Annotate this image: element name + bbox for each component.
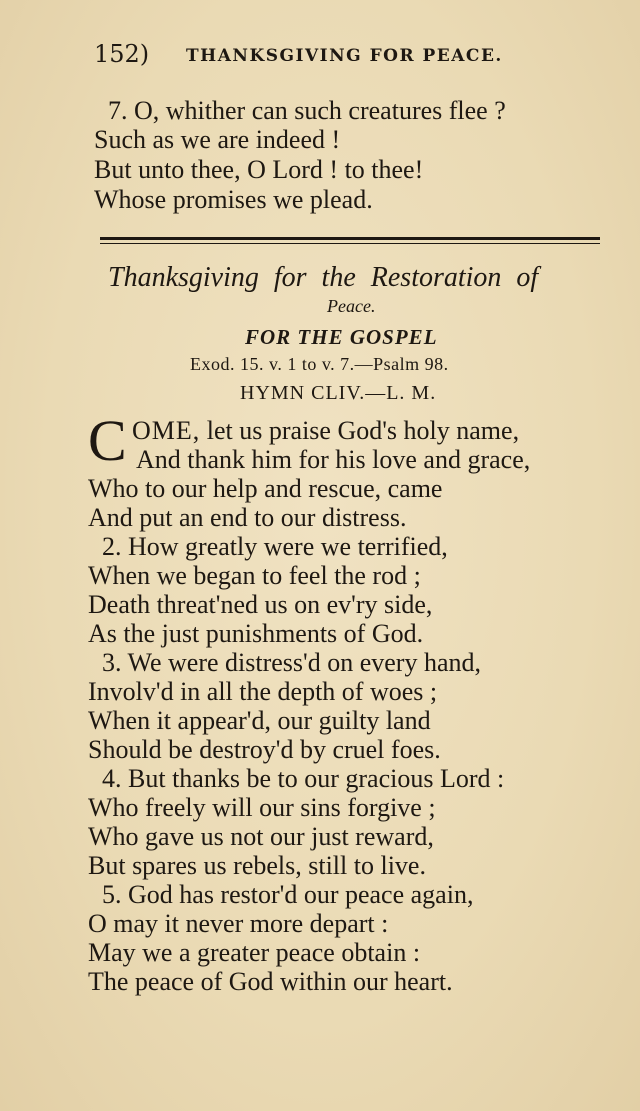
verse-line: 5. God has restor'd our peace again, [102,880,474,909]
page-header [94,40,554,76]
section-subheading: FOR THE GOSPEL [245,325,438,349]
section-divider-rule-thin [100,243,600,244]
verse-line: But unto thee, O Lord ! to thee! [94,155,424,184]
running-title: THANKSGIVING FOR PEACE. [186,46,503,66]
first-word-caps: OME, [132,416,201,445]
verse-line: 7. O, whither can such creatures flee ? [108,96,506,125]
hymn-number: HYMN CLIV.—L. M. [240,382,437,404]
scripture-reference: Exod. 15. v. 1 to v. 7.—Psalm 98. [190,354,449,374]
section-title-continued: Peace. [327,296,376,316]
section-title: Thanksgiving for the Restoration of [108,262,539,293]
verse-line: As the just punishments of God. [88,619,424,648]
verse-line: Should be destroy'd by cruel foes. [88,735,441,764]
verse-line: Who gave us not our just reward, [88,822,434,851]
verse-line: Death threat'ned us on ev'ry side, [88,590,433,619]
first-line-rest: let us praise God's holy name, [200,416,520,445]
verse-line: But spares us rebels, still to live. [88,851,426,880]
drop-cap-letter: C [88,408,127,473]
verse-line: And put an end to our distress. [88,503,407,532]
verse-line: When we began to feel the rod ; [88,561,421,590]
verse-line: Who freely will our sins forgive ; [88,793,436,822]
verse-line: O may it never more depart : [88,909,389,938]
verse-line: 4. But thanks be to our gracious Lord : [102,764,505,793]
verse-line: Whose promises we plead. [94,185,373,214]
verse-line: 3. We were distress'd on every hand, [102,648,482,677]
verse-line: Involv'd in all the depth of woes ; [88,677,438,706]
verse-line: The peace of God within our heart. [88,967,453,996]
verse-line: When it appear'd, our guilty land [88,706,431,735]
verse-line: 2. How greatly were we terrified, [102,532,448,561]
verse-line-first [132,416,519,445]
verse-line: Such as we are indeed ! [94,125,341,154]
page-number: 152) [94,40,150,68]
verse-line: May we a greater peace obtain : [88,938,421,967]
verse-line: And thank him for his love and grace, [136,445,531,474]
section-divider-rule [100,237,600,240]
verse-line: Who to our help and rescue, came [88,474,443,503]
